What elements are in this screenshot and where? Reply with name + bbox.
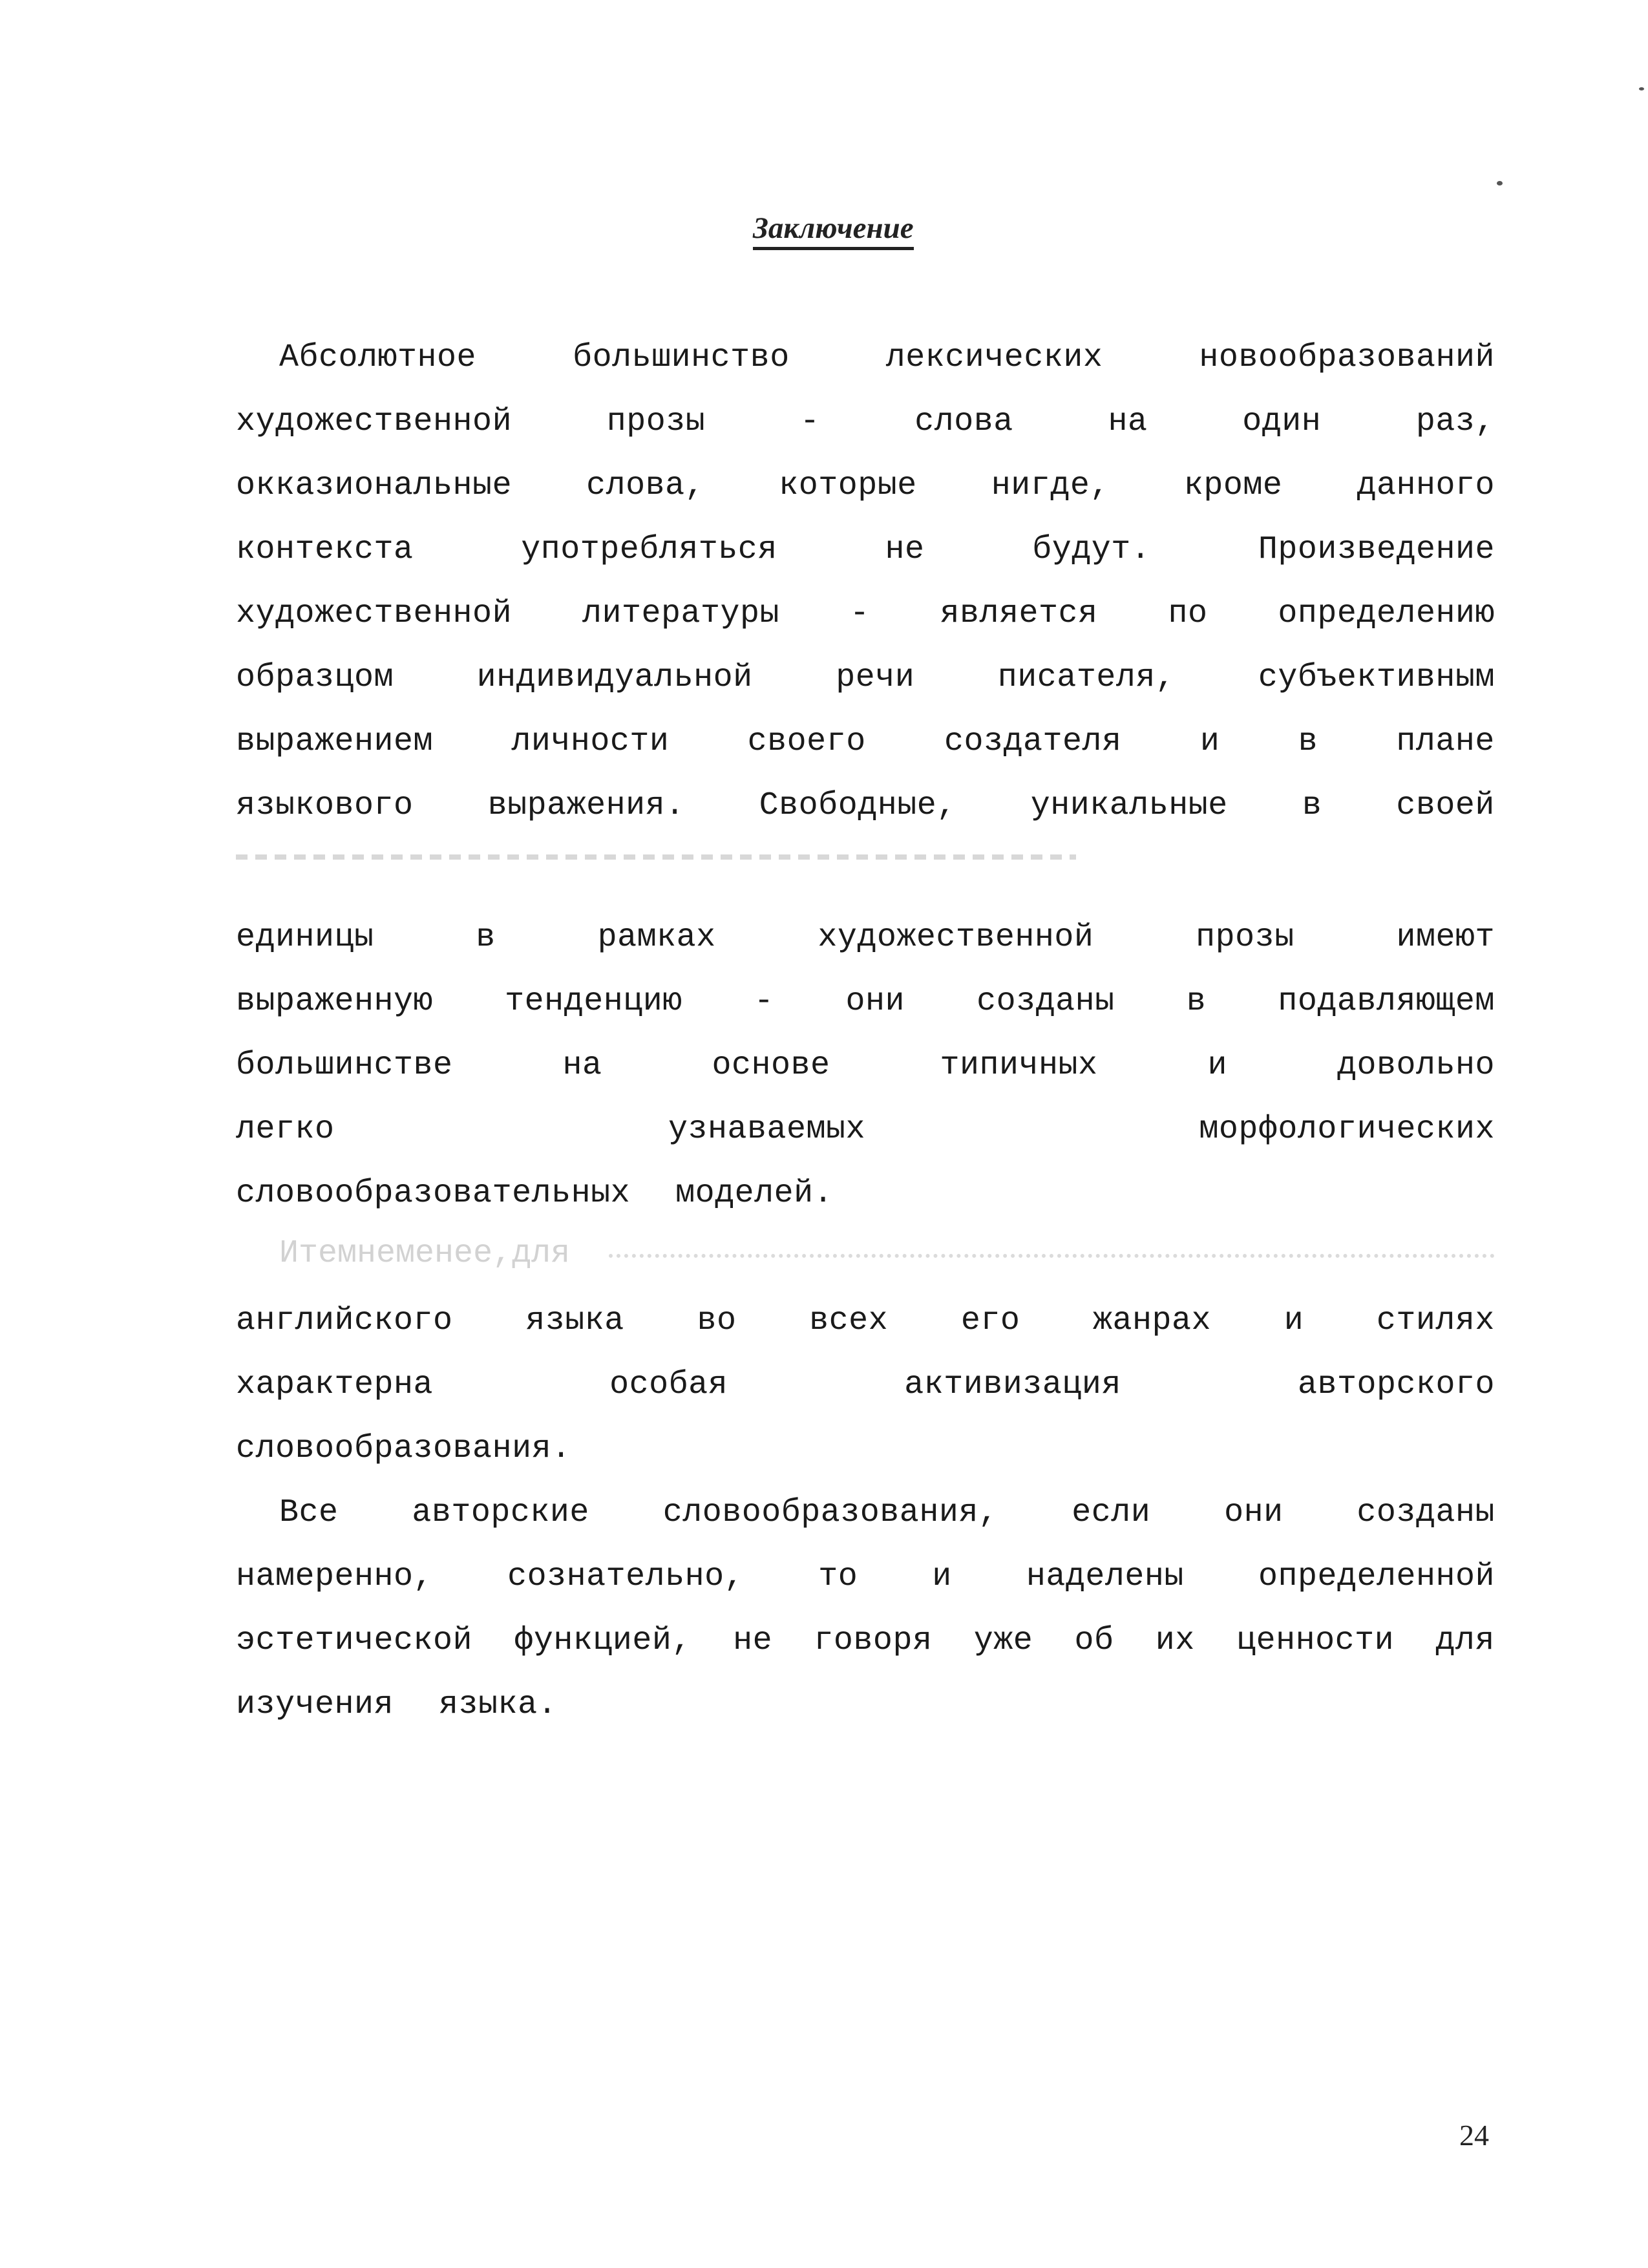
word: Произведение bbox=[1258, 531, 1495, 568]
word: во bbox=[697, 1302, 737, 1339]
word: Свободные, bbox=[759, 787, 956, 824]
word: моделей. bbox=[675, 1175, 834, 1212]
word: имеют bbox=[1396, 919, 1495, 956]
word: в bbox=[1298, 723, 1318, 760]
word: нигде, bbox=[991, 467, 1110, 504]
faded-word: менее, bbox=[396, 1235, 512, 1272]
scan-speck bbox=[1497, 181, 1503, 185]
text-line bbox=[236, 918, 1495, 957]
scan-speck bbox=[1639, 87, 1644, 90]
word: речи bbox=[836, 659, 915, 696]
word: их bbox=[1155, 1622, 1195, 1659]
word: выраженную bbox=[236, 983, 434, 1020]
word: контекста bbox=[236, 531, 414, 568]
word: определению bbox=[1278, 595, 1495, 632]
word: прозы bbox=[606, 403, 706, 440]
word: один bbox=[1242, 403, 1322, 440]
text-line bbox=[236, 531, 1495, 569]
word: сознательно, bbox=[507, 1558, 745, 1595]
text-line bbox=[236, 1174, 1495, 1213]
text-line bbox=[236, 1366, 1495, 1404]
page-heading: Заключение bbox=[753, 211, 914, 250]
faded-text-line bbox=[279, 1235, 1495, 1273]
word: определенной bbox=[1258, 1558, 1495, 1595]
word: намеренно, bbox=[236, 1558, 434, 1595]
word: образцом bbox=[236, 659, 394, 696]
word: литературы bbox=[582, 595, 780, 632]
text-line bbox=[236, 1046, 1495, 1085]
word: личности bbox=[511, 723, 670, 760]
word: словообразования, bbox=[662, 1494, 998, 1531]
text-line bbox=[236, 1686, 1495, 1724]
text-line bbox=[236, 723, 1495, 761]
word: они bbox=[845, 983, 905, 1020]
word: является bbox=[940, 595, 1098, 632]
word: в bbox=[476, 919, 496, 956]
word: рамках bbox=[597, 919, 716, 956]
word: основе bbox=[712, 1047, 830, 1084]
text-line bbox=[236, 787, 1495, 825]
text-line bbox=[279, 1494, 1495, 1532]
word: раз, bbox=[1415, 403, 1495, 440]
text-line bbox=[236, 659, 1495, 697]
word: своего bbox=[747, 723, 866, 760]
word: словообразовательных bbox=[236, 1175, 631, 1212]
word: языкового bbox=[236, 787, 414, 824]
word: если bbox=[1072, 1494, 1151, 1531]
word: данного bbox=[1357, 467, 1495, 504]
word: большинство bbox=[573, 339, 790, 376]
word: художественной bbox=[236, 403, 512, 440]
word: типичных bbox=[940, 1047, 1098, 1084]
word: функцией, bbox=[514, 1622, 692, 1659]
word: выражением bbox=[236, 723, 434, 760]
word: Все bbox=[279, 1494, 339, 1531]
word: созданы bbox=[1357, 1494, 1495, 1531]
text-line bbox=[236, 982, 1495, 1021]
word: плане bbox=[1396, 723, 1495, 760]
word: они bbox=[1224, 1494, 1284, 1531]
text-line bbox=[236, 1558, 1495, 1596]
faded-word: тем bbox=[299, 1235, 357, 1272]
word: авторского bbox=[1297, 1366, 1495, 1403]
word: единицы bbox=[236, 919, 374, 956]
word: и bbox=[1284, 1302, 1304, 1339]
word: языка bbox=[525, 1302, 624, 1339]
word: и bbox=[1199, 723, 1220, 760]
word: для bbox=[1435, 1622, 1495, 1659]
word: в bbox=[1186, 983, 1207, 1020]
word: художественной bbox=[818, 919, 1094, 956]
word: не bbox=[733, 1622, 773, 1659]
word: своей bbox=[1396, 787, 1495, 824]
faded-word: для bbox=[512, 1235, 571, 1272]
word: прозы bbox=[1196, 919, 1294, 956]
text-line bbox=[236, 1622, 1495, 1660]
word: говоря bbox=[814, 1622, 933, 1659]
word: - bbox=[800, 403, 820, 440]
word: слова bbox=[914, 403, 1013, 440]
text-line bbox=[236, 1302, 1495, 1341]
word: кроме bbox=[1183, 467, 1283, 504]
word: созданы bbox=[977, 983, 1115, 1020]
faded-scan-line bbox=[236, 854, 1076, 860]
page-number: 24 bbox=[1459, 2119, 1489, 2152]
word: - bbox=[850, 595, 870, 632]
word: узнаваемых bbox=[668, 1111, 865, 1148]
word: уникальные bbox=[1030, 787, 1228, 824]
word: большинстве bbox=[236, 1047, 453, 1084]
word: - bbox=[754, 983, 774, 1020]
word: стилях bbox=[1376, 1302, 1495, 1339]
word: индивидуальной bbox=[476, 659, 753, 696]
word: новообразований bbox=[1199, 339, 1495, 376]
word: активизация bbox=[904, 1366, 1121, 1403]
word: всех bbox=[809, 1302, 889, 1339]
text-line bbox=[236, 1110, 1495, 1149]
text-line bbox=[236, 403, 1495, 441]
word: его bbox=[960, 1302, 1020, 1339]
word: жанрах bbox=[1093, 1302, 1212, 1339]
word: английского bbox=[236, 1302, 453, 1339]
word: и bbox=[932, 1558, 952, 1595]
word: изучения bbox=[236, 1686, 394, 1723]
word: на bbox=[1108, 403, 1148, 440]
text-line bbox=[236, 1430, 1495, 1468]
word: уже bbox=[973, 1622, 1033, 1659]
word: создателя bbox=[944, 723, 1122, 760]
text-line bbox=[236, 467, 1495, 505]
word: особая bbox=[609, 1366, 728, 1403]
text-line bbox=[279, 339, 1495, 377]
word: выражения. bbox=[487, 787, 685, 824]
word: довольно bbox=[1336, 1047, 1495, 1084]
word: эстетической bbox=[236, 1622, 473, 1659]
word: художественной bbox=[236, 595, 512, 632]
word: окказиональные bbox=[236, 467, 512, 504]
word: легко bbox=[236, 1111, 335, 1148]
word: морфологических bbox=[1199, 1111, 1495, 1148]
word: словообразования. bbox=[236, 1430, 571, 1467]
word: будут. bbox=[1032, 531, 1151, 568]
faded-artifact bbox=[609, 1235, 1495, 1258]
word: употребляться bbox=[521, 531, 777, 568]
word: характерна bbox=[236, 1366, 434, 1403]
word: ценности bbox=[1236, 1622, 1395, 1659]
faded-word: И bbox=[279, 1235, 299, 1272]
word: слова, bbox=[586, 467, 705, 504]
word: авторские bbox=[412, 1494, 589, 1531]
word: в bbox=[1302, 787, 1322, 824]
word: по bbox=[1168, 595, 1208, 632]
word: то bbox=[818, 1558, 858, 1595]
word: об bbox=[1074, 1622, 1114, 1659]
word: на bbox=[562, 1047, 602, 1084]
word: не bbox=[885, 531, 925, 568]
word: Абсолютное bbox=[279, 339, 477, 376]
word: языка. bbox=[439, 1686, 558, 1723]
text-line bbox=[236, 595, 1495, 633]
word: подавляющем bbox=[1278, 983, 1495, 1020]
word: тенденцию bbox=[505, 983, 682, 1020]
faded-word: не bbox=[357, 1235, 396, 1272]
word: субъективным bbox=[1258, 659, 1495, 696]
word: наделены bbox=[1026, 1558, 1184, 1595]
word: которые bbox=[779, 467, 917, 504]
word: и bbox=[1207, 1047, 1227, 1084]
word: писателя, bbox=[997, 659, 1176, 696]
word: лексических bbox=[885, 339, 1103, 376]
